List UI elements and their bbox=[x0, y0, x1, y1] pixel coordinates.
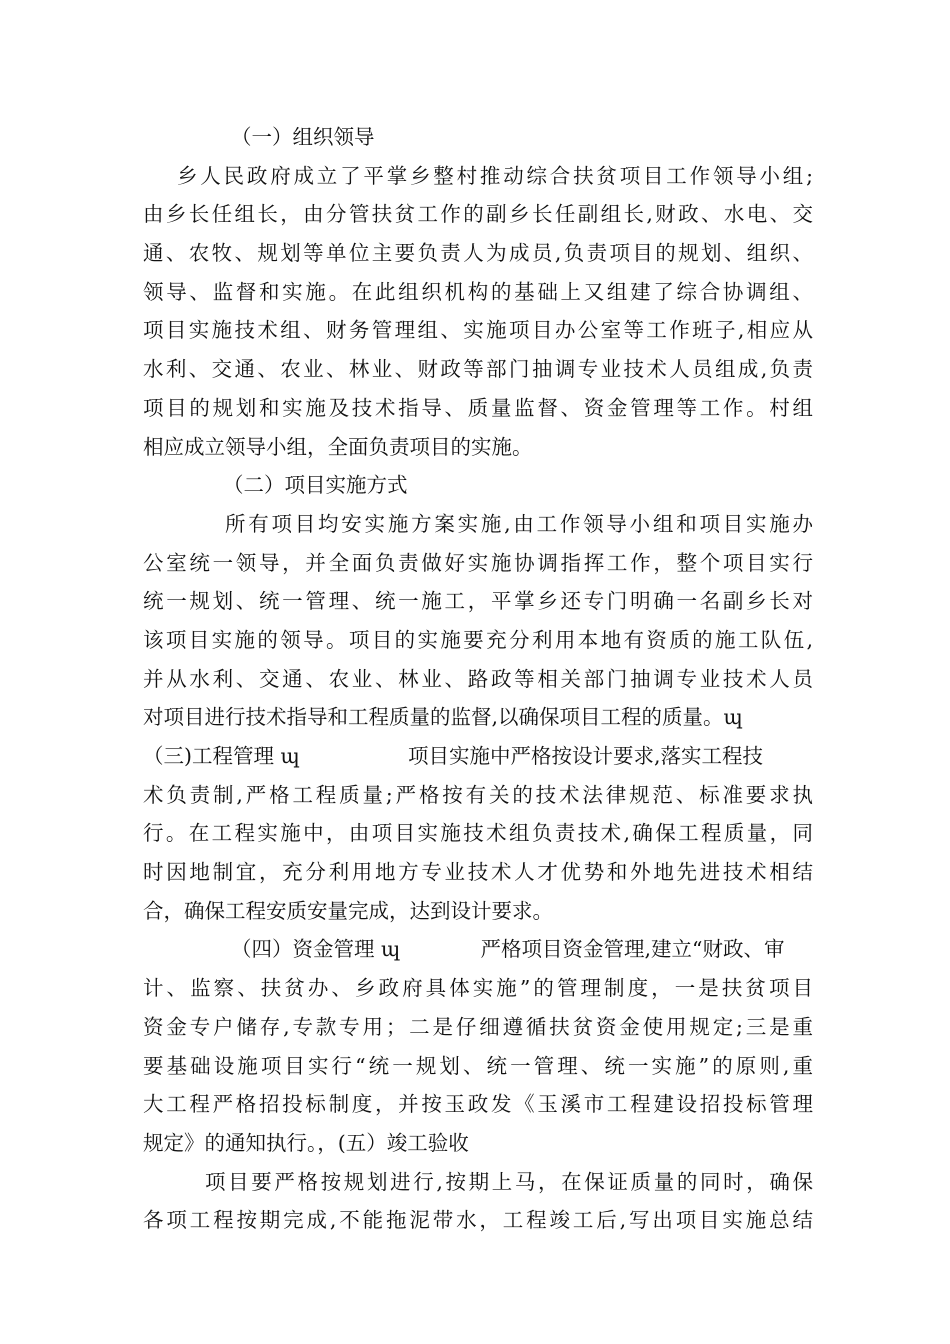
paragraph-line: 相应成立领导小组，全面负责项目的实施。 bbox=[143, 434, 533, 459]
paragraph-text: 项目实施中严格按设计要求,落实工程技 bbox=[407, 744, 763, 768]
section-heading-funds: （四）资金管理 ɰ bbox=[231, 937, 401, 962]
paragraph-line: 并从水利、交通、农业、林业、路政等相关部门抽调专业技术人员 bbox=[143, 666, 813, 691]
paragraph-line: 乡人民政府成立了平掌乡整村推动综合扶贫项目工作领导小组; bbox=[177, 163, 813, 188]
paragraph-line: 行。在工程实施中，由项目实施技术组负责技术,确保工程质量，同 bbox=[143, 821, 813, 846]
section-heading-organization: （一）组织领导 bbox=[231, 125, 375, 149]
paragraph-line: 统一规划、统一管理、统一施工，平掌乡还专门明确一名副乡长对 bbox=[143, 589, 813, 614]
paragraph-line: 要基础设施项目实行“统一规划、统一管理、统一实施”的原则,重 bbox=[143, 1053, 813, 1078]
paragraph-line: 水利、交通、农业、林业、财政等部门抽调专业技术人员组成,负责 bbox=[143, 357, 813, 382]
paragraph-line: 项目的规划和实施及技术指导、质量监督、资金管理等工作。村组 bbox=[143, 395, 813, 420]
paragraph-line: 各项工程按期完成,不能拖泥带水，工程竣工后,写出项目实施总结 bbox=[143, 1208, 813, 1233]
section-heading-engineering: （三)工程管理 ɰ bbox=[143, 744, 300, 768]
paragraph-line: 资金专户储存,专款专用；二是仔细遵循扶贫资金使用规定;三是重 bbox=[143, 1014, 813, 1039]
paragraph-line: 由乡长任组长，由分管扶贫工作的副乡长任副组长,财政、水电、交 bbox=[143, 202, 813, 227]
paragraph-text: 严格项目资金管理,建立“财政、审 bbox=[480, 937, 785, 962]
paragraph-line: 时因地制宜，充分利用地方专业技术人才优势和外地先进技术相结 bbox=[143, 860, 813, 885]
paragraph-line: 对项目进行技术指导和工程质量的监督,以确保项目工程的质量。ɰ bbox=[143, 705, 743, 730]
paragraph-line: 该项目实施的领导。项目的实施要充分利用本地有资质的施工队伍, bbox=[143, 627, 813, 652]
section-line-funds bbox=[143, 930, 813, 969]
section-line-engineering bbox=[143, 737, 813, 776]
paragraph-line: 计、监察、扶贫办、乡政府具体实施”的管理制度，一是扶贫项目 bbox=[143, 976, 813, 1001]
paragraph-line: 项目实施技术组、财务管理组、实施项目办公室等工作班子,相应从 bbox=[143, 318, 813, 343]
paragraph-line: 大工程严格招投标制度，并按玉政发《玉溪市工程建设招投标管理 bbox=[143, 1092, 813, 1117]
document-body bbox=[143, 118, 813, 1240]
paragraph-line: 规定》的通知执行。，(五）竣工验收 bbox=[143, 1130, 469, 1155]
paragraph-line: 术负责制,严格工程质量;严格按有关的技术法律规范、标准要求执 bbox=[143, 782, 813, 807]
paragraph-line: 领导、监督和实施。在此组织机构的基础上又组建了综合协调组、 bbox=[143, 279, 813, 304]
section-heading-implementation: （二）项目实施方式 bbox=[223, 473, 408, 498]
paragraph-line: 通、农牧、规划等单位主要负责人为成员,负责项目的规划、组织、 bbox=[143, 241, 813, 266]
paragraph-line: 所有项目均安实施方案实施,由工作领导小组和项目实施办 bbox=[225, 511, 813, 536]
paragraph-line: 项目要严格按规划进行,按期上马，在保证质量的同时，确保 bbox=[205, 1169, 813, 1194]
paragraph-line: 合，确保工程安质安量完成，达到设计要求。 bbox=[143, 898, 553, 923]
paragraph-line: 公室统一领导，并全面负责做好实施协调指挥工作，整个项目实行 bbox=[143, 550, 813, 575]
